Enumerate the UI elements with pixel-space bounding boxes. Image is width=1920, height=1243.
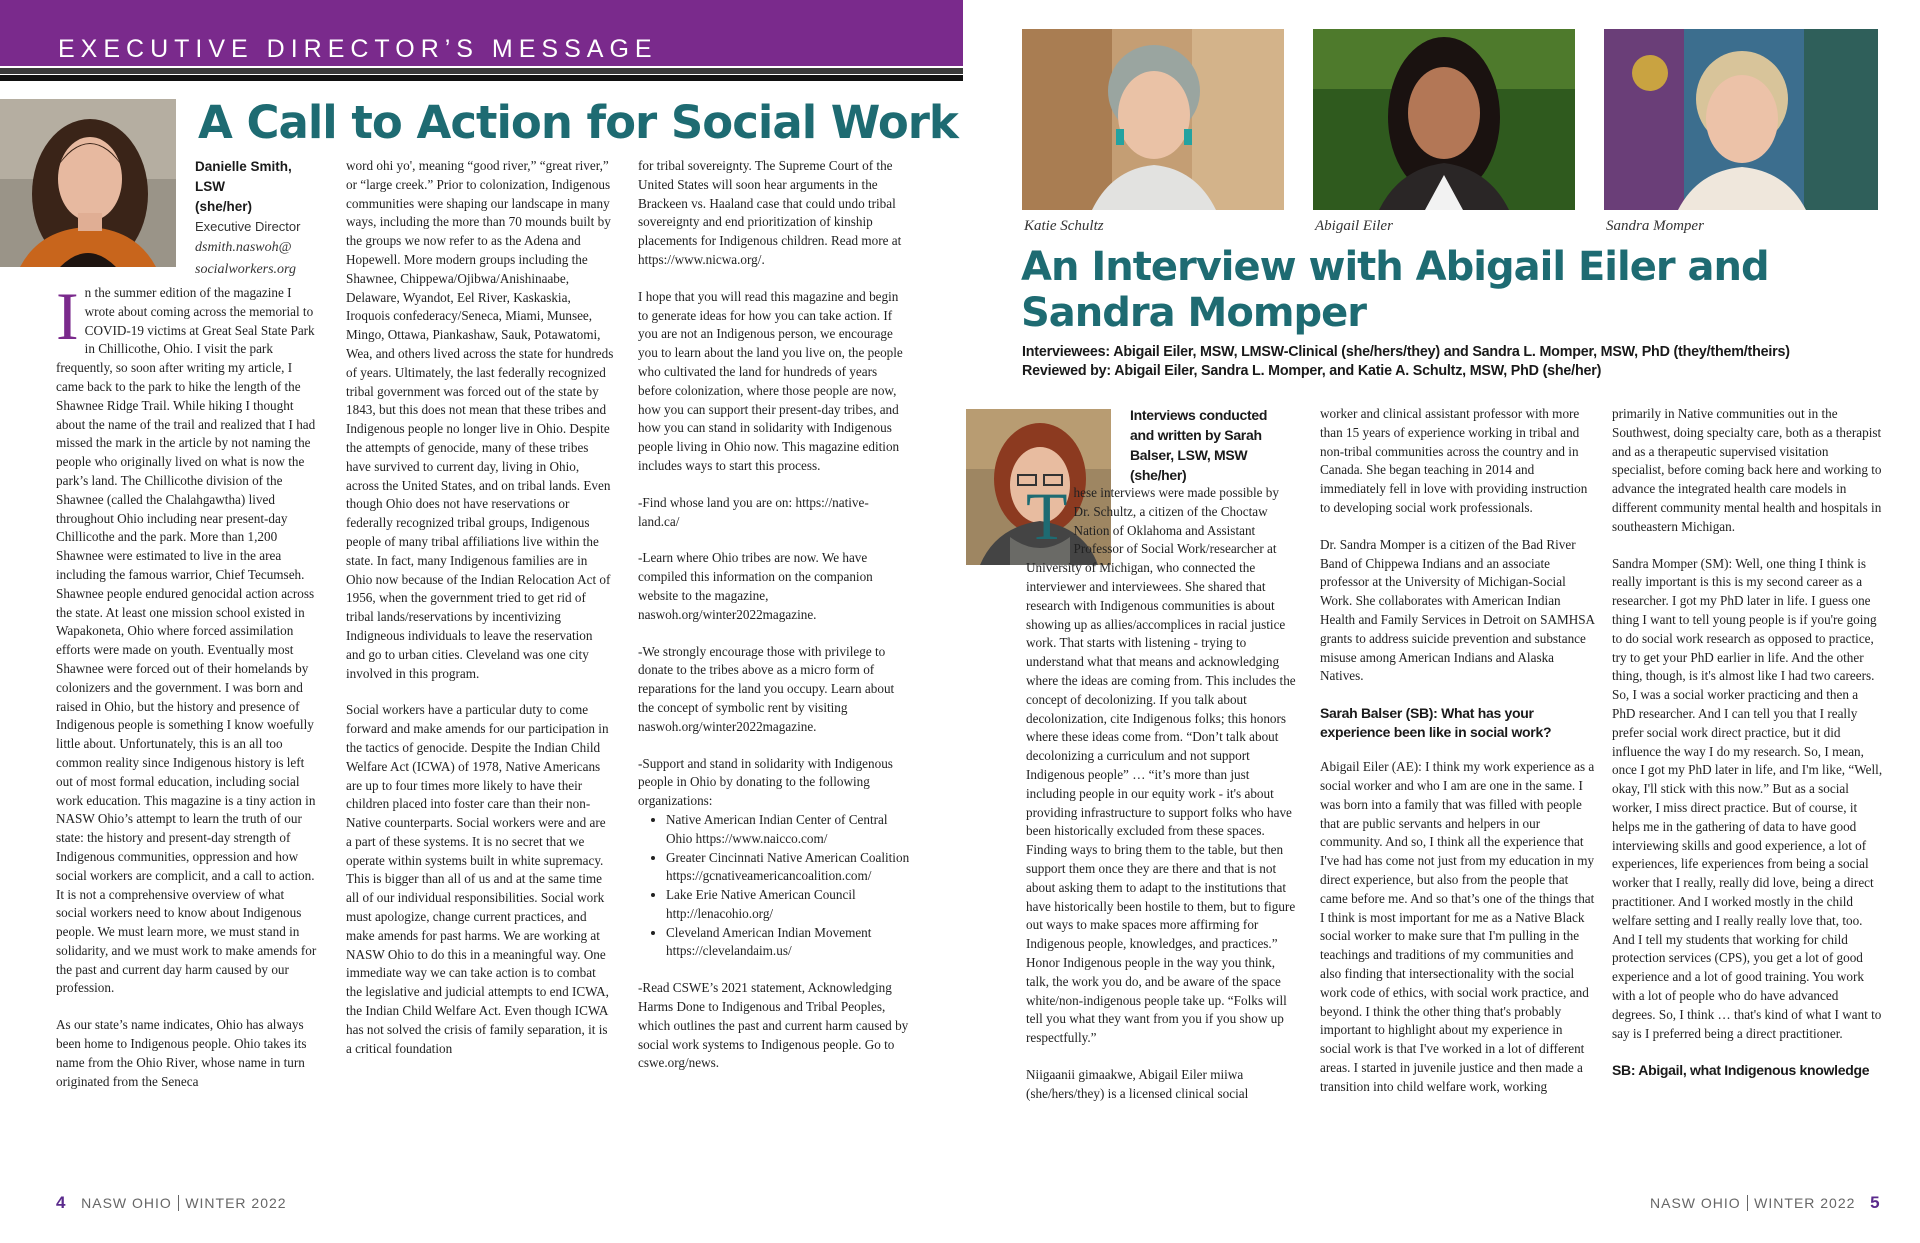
photo-caption: Katie Schultz bbox=[1024, 218, 1104, 234]
paragraph: Abigail Eiler (AE): I think my work experience as a social worker and who I am are one in the same. I was born into a family that was filled with people that are public servants and helpers in our community. And so, I think all the experience that I've had has come not just from my education in my direct experience, but also from the people that came before me. And so that’s one of the things that I think is most important for me as a Native Black social worker to make sure that I'm pulling in the teachings and traditions of my communities and also finding that intersectionality with the social work code of ethics, with social work practice, and beyond. I think the other thing that's probably important to highlight about my experience in social work is that I've worked in a lot of different areas. I started in juvenile justice and then made a transition into child welfare work, working bbox=[1320, 759, 1595, 1094]
interview-headline: An Interview with Abigail Eiler and Sandra Momper bbox=[1021, 244, 1769, 336]
section-banner bbox=[0, 0, 963, 66]
paragraph: -Read CSWE’s 2021 statement, Acknowledging Harms Done to Indigenous and Tribal Peoples, which outlines the past and current harm caused by social work systems to Indigenous people. Go to cswe.org/news. bbox=[638, 980, 909, 1071]
paragraph: -Support and stand in solidarity with Indigenous people in Ohio by donating to the following organizations: bbox=[638, 755, 893, 809]
paragraph: Social workers have a particular duty to come forward and make amends for our participation in the tactics of genocide. Despite the Indian Child Welfare Act (ICWA) of 1978, Native Americans are up to four times more likely to have their children placed into foster care than their non-Native counterparts. Social workers were and are a part of these systems. It is no secret that we operate within systems built in white supremacy. This is bigger than all of us and at the same time all of our individual responsibilities. Social work must apologize, change current practices, and make amends for past harms. We are working at NASW Ohio to do this in a meaningful way. One immediate way we can take action is to combat the legislative and judicial attempts to end ICWA, the Indian Child Welfare Act. Even though ICWA has not solved the crisis of family separation, it is a critical foundation bbox=[346, 702, 609, 1056]
page-footer-right bbox=[1650, 1193, 1881, 1213]
paragraph: worker and clinical assistant professor with more than 15 years of experience working in tribal and non-tribal communities across the country and in Canada. She began teaching in 2014 and immediately fell in love with providing instruction to developing social work professionals. bbox=[1320, 406, 1588, 515]
photo-caption: Abigail Eiler bbox=[1315, 218, 1393, 234]
page-footer-left bbox=[56, 1193, 287, 1213]
paragraph: -We strongly encourage those with privilege to donate to the tribes above as a micro form of reparations for the land you occupy. Learn about the concept of symbolic rent by visiting naswoh.org/winter2022magazine. bbox=[638, 643, 895, 734]
divider bbox=[1747, 1195, 1749, 1211]
author-email: dsmith.naswoh@ socialworkers.org bbox=[195, 240, 296, 277]
paragraph: primarily in Native communities out in the Southwest, doing specialty care, both as a therapist and as a therapeutic supervised visitation specialist, before coming back here and working to advance the integrated health care models in different community mental health and hospitals in southeastern Michigan. bbox=[1612, 406, 1882, 534]
banner-title: EXECUTIVE DIRECTOR’S MESSAGE bbox=[58, 35, 658, 63]
page-number: 4 bbox=[56, 1193, 67, 1212]
paragraph: -Learn where Ohio tribes are now. We have compiled this information on the companion website to the magazine, naswoh.org/winter2022magazine. bbox=[638, 550, 873, 622]
author-pronouns: (she/her) bbox=[195, 199, 253, 214]
page-number: 5 bbox=[1870, 1193, 1881, 1212]
interview-column-3 bbox=[1612, 405, 1884, 1096]
drop-cap: I bbox=[56, 278, 79, 354]
article-column-1 bbox=[56, 278, 318, 1109]
paragraph: I hope that you will read this magazine and begin to generate ideas for how you can take action. If you are not an Indigenous person, we encourage you to learn about the land you live on, the people who cultivated the land for hundreds of years before colonization, where those people are now, how you can support their present-day tribes, and how you can stand in solidarity with Indigenous people living in Ohio now. This magazine edition includes ways to start this process. bbox=[638, 288, 903, 473]
author-name: Danielle Smith, LSW bbox=[195, 159, 292, 194]
paragraph: -Find whose land you are on: https://native-land.ca/ bbox=[638, 494, 869, 529]
paragraph: Sandra Momper (SM): Well, one thing I think is really important is this is my second career as a researcher. I got my PhD later in life. I guess one thing I want to tell young people is if you're going to do social work research as opposed to practice, try to get your PhD earlier in life. And the other thing, though, is it's almost like I had two careers. So, I was a social worker practicing and then a PhD researcher. And I can tell you that I really prefer social work direct practice, but it did influence the way I do my research. So, I mean, once I got my PhD later in life, and I'm like, “Well, okay, I'll stick with this now.” But as a social worker, I miss direct practice. But of course, it helps me in the gathering of data to have good interviewing skills and good experience, a lot of experiences, life experiences from being a social worker that I really, really did love, being a direct practitioner. And I worked mostly in the child welfare setting and I really really love that, too. And I tell my students that working for child protection services (CPS), you get a lot of good experience and a lot of good training. You work with a lot of people who do have advanced degrees. So, I think … that's kind of what I want to say is I preferred being a direct practitioner. bbox=[1612, 555, 1883, 1041]
magazine-name: NASW OHIO bbox=[1650, 1195, 1741, 1211]
paragraph: for tribal sovereignty. The Supreme Court of the United States will soon hear arguments in the Brackeen vs. Haaland case that could undo tribal sovereignty and end prioritization of kinship placements for Indigenous children. Read more at https://www.nicwa.org/. bbox=[638, 158, 902, 267]
list-item: • Cleveland American Indian Movement https://clevelandaim.us/ bbox=[666, 924, 910, 962]
author-role: Executive Director bbox=[195, 219, 301, 234]
list-item: • Greater Cincinnati Native American Coalition https://gcnativeamericancoalition.com/ bbox=[666, 849, 910, 887]
paragraph: As our state’s name indicates, Ohio has always been home to Indigenous people. Ohio takes its name from the Ohio River, whose name in turn originated from the Seneca bbox=[56, 1017, 307, 1089]
interview-question: SB: Abigail, what Indigenous knowledge bbox=[1612, 1062, 1870, 1079]
interview-column-1 bbox=[1026, 478, 1296, 1122]
paragraph: These interviews were made possible by Dr. Schultz, a citizen of the Choctaw Nation of Oklahoma and Assistant Professor of Social Work/researcher at University of Michigan, who connected the interviewer and interviewees. She shared that research with Indigenous communities is about showing up as allies/accomplices in racial justice work. That starts with listening - trying to understand what that means and acknowledging where the ideas are coming from. This includes the concept of decolonizing. If you talk about decolonization, cite Indigenous folks; this honors where these ideas come from. “Don’t talk about decolonizing a curriculum and not support Indigenous people” … “it’s more than just including people in our equity work - it's about providing infrastructure to support folks who have been historically excluded from these spaces. Finding ways to bring them to the table, but then support them once they are there and that is not about asking them to adapt to the institutions that have historically been hostile to them, but to figure out ways to make spaces more affirming for Indigenous people, knowledges, and practices.” Honor Indigenous people in the way you think, talk, the work you do, and be aware of the space white/non-indigenous people take up. “Folks will tell you what they want from you if you show up respectfully.” bbox=[1026, 478, 1296, 1046]
paragraph: In the summer edition of the magazine I wrote about coming across the memorial to COVID-19 victims at Great Seal State Park in Chillicothe, Ohio. I visit the park frequently, so soon after writing my article, I came back to the park to hike the length of the Shawnee Ridge Trail. While hiking I thought about the name of the trail and realized that I had missed the mark in the article by not naming the people who originally lived on what is now the park’s land. The Chillicothe division of the Shawnee (called the Chalahgawtha) lived throughout Ohio including near present-day Chillicothe and the park. More than 1,200 Shawnee were estimated to live in the area including the famous warrior, Chief Tecumseh. Shawnee people endured genocidal action across the state. At least one mission school existed in Wapakoneta, Ohio where forced assimilation efforts were made on youth. Eventually most Shawnee were forced out of their homelands by colonizers and the government. I was born and raised in Ohio, but the history and presence of Indigenous people is something I know woefully little about. Unfortunately, this is an all too common reality since Indigenous history is left out of most formal education, including social work education. This magazine is a tiny action in NASW Ohio’s attempt to learn the truth of our state: the history and present-day strength of Indigenous communities, oppression and how social workers are complicit, and a call to action. It is not a comprehensive overview of what social workers need to know about Indigenous people. We must learn more, we must stand in solidarity, and we must work to make amends for the past and current day harm caused by our profession. bbox=[56, 278, 317, 996]
article-column-3 bbox=[638, 157, 910, 1091]
paragraph: word ohi yo', meaning “good river,” “great river,” or “large creek.” Prior to colonization, Indigenous communities were shaping our landscape in many ways, including the more than 70 mounds built by the groups we now refer to as the Adena and Hopewell. More modern groups including the Shawnee, Chippewa/Ojibwa/Anishinaabe, Delaware, Wyandot, Eel River, Kaskaskia, Iroquois confederacy/Seneca, Miami, Munsee, Mingo, Ottawa, Piankashaw, Sauk, Potawatomi, Wea, and others lived across the state for hundreds of years. Ultimately, the last federally recognized tribal government was forced out of the state by 1843, but this does not mean that these tribes and Indigenous people no longer live in Ohio. Despite the attempts of genocide, many of these tribes have survived to current day, living in Ohio, across the United States, and on tribal lands. Even though Ohio does not have reservations or federally recognized tribal groups, Indigenous people of many tribal affiliations live within the state. In fact, many Indigenous families are in Ohio now because of the Indian Relocation Act of 1956, when the government tried to get rid of tribal lands/reservations by incentivizing Indigneous individuals to leave the reservation and go to urban cities. Cleveland was one city involved in this program. bbox=[346, 158, 614, 681]
issue-label: WINTER 2022 bbox=[185, 1195, 287, 1211]
list-item: • Native American Indian Center of Central Ohio https://www.naicco.com/ bbox=[666, 811, 910, 849]
reviewers-line: Reviewed by: Abigail Eiler, Sandra L. Momper, and Katie A. Schultz, MSW, PhD (she/her) bbox=[1022, 363, 1602, 379]
drop-cap: T bbox=[1026, 478, 1068, 554]
author-byline bbox=[195, 157, 325, 281]
portrait-katie-schultz bbox=[1022, 29, 1284, 210]
portrait-abigail-eiler bbox=[1313, 29, 1575, 210]
article-column-2 bbox=[346, 157, 614, 1076]
photo-caption: Sandra Momper bbox=[1606, 218, 1704, 234]
issue-label: WINTER 2022 bbox=[1754, 1195, 1856, 1211]
author-photo bbox=[0, 99, 176, 267]
divider bbox=[0, 68, 963, 74]
interview-column-2 bbox=[1320, 405, 1595, 1115]
divider bbox=[0, 75, 963, 81]
article-headline: A Call to Action for Social Work bbox=[198, 96, 958, 149]
organization-list bbox=[638, 811, 910, 961]
paragraph: Dr. Sandra Momper is a citizen of the Bad River Band of Chippewa Indians and an associate professor at the University of Michigan-Social Work. She collaborates with American Indian Health and Family Services in Detroit on SAMHSA grants to address suicide prevention and substance misuse among American Indians and Alaska Natives. bbox=[1320, 536, 1595, 684]
interview-question: Sarah Balser (SB): What has your experience been like in social work? bbox=[1320, 705, 1552, 741]
interviewees-line: Interviewees: Abigail Eiler, MSW, LMSW-Clinical (she/hers/they) and Sandra L. Momper, MSW, PhD (they/them/theirs) bbox=[1022, 344, 1790, 360]
divider bbox=[178, 1195, 180, 1211]
portrait-sandra-momper bbox=[1604, 29, 1878, 210]
paragraph: Niigaanii gimaakwe, Abigail Eiler miiwa (she/hers/they) is a licensed clinical social bbox=[1026, 1066, 1249, 1101]
magazine-name: NASW OHIO bbox=[81, 1195, 172, 1211]
interview-byline: Interviews conducted and written by Sarah Balser, LSW, MSW (she/her) bbox=[1130, 407, 1268, 483]
list-item: • Lake Erie Native American Council http://lenacohio.org/ bbox=[666, 886, 910, 924]
